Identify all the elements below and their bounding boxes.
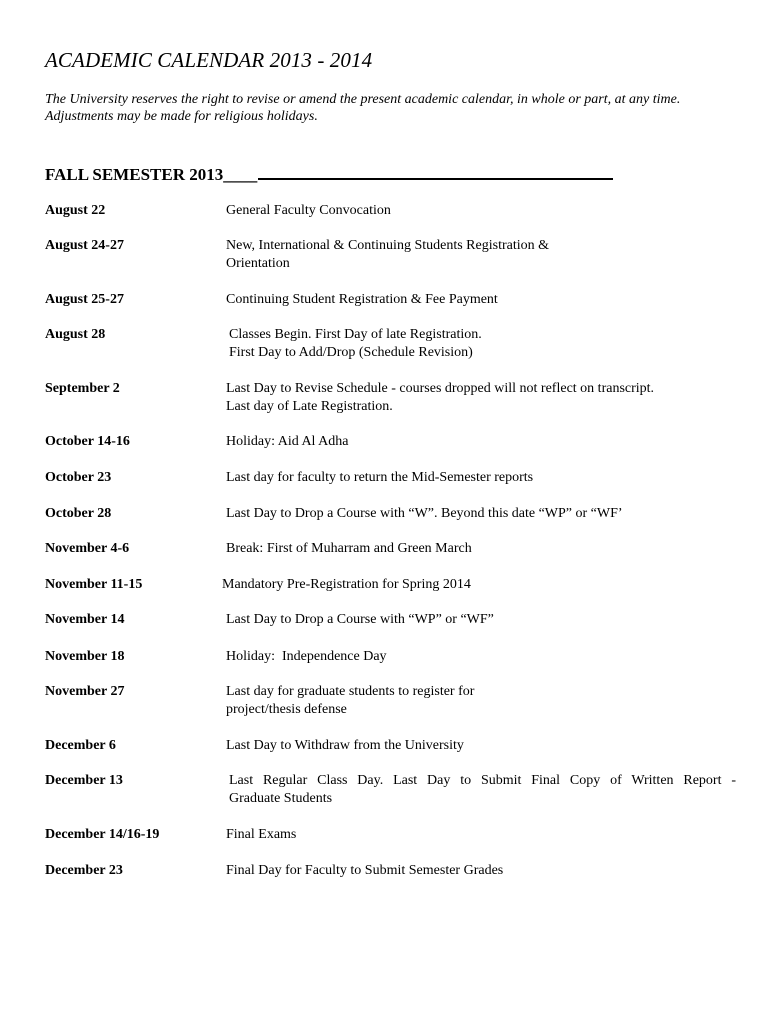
event-line: project/thesis defense — [226, 702, 347, 717]
entry-event — [226, 380, 739, 416]
entry-event — [226, 737, 739, 755]
event-line: Last day of Late Registration. — [226, 399, 393, 414]
event-line: Last day for faculty to return the Mid-Semester reports — [226, 470, 534, 485]
event-line: Holiday: Independence Day — [226, 649, 387, 664]
heading-underline-rule — [258, 163, 613, 180]
event-line: Last Day to Revise Schedule - courses dropped will not reflect on transcript. — [226, 381, 655, 396]
entry-date: October 28 — [45, 506, 112, 521]
event-line: First Day to Add/Drop (Schedule Revision) — [229, 345, 473, 360]
entry-date: November 11-15 — [45, 577, 143, 592]
entry-event — [226, 469, 739, 487]
disclaimer-text — [45, 91, 745, 125]
entry-date: November 14 — [45, 612, 125, 627]
entry-event — [229, 772, 736, 808]
event-line: Last Day to Drop a Course with “W”. Beyond this date “WP” or “WF’ — [226, 506, 623, 521]
entry-date: December 14/16-19 — [45, 827, 160, 842]
entry-date: August 22 — [45, 203, 106, 218]
entry-date: November 18 — [45, 649, 125, 664]
event-line: Last Regular Class Day. Last Day to Submit Final Copy of Written Report - — [229, 773, 736, 788]
entry-date: December 23 — [45, 863, 123, 878]
entry-event — [226, 237, 739, 273]
entry-date: August 28 — [45, 327, 106, 342]
entry-date: November 4-6 — [45, 541, 130, 556]
event-line: Graduate Students — [229, 791, 333, 806]
event-line: Final Day for Faculty to Submit Semester Grades — [226, 863, 504, 878]
event-line: Break: First of Muharram and Green March — [226, 541, 472, 556]
event-line: Classes Begin. First Day of late Registration. — [229, 327, 482, 342]
entry-event — [226, 648, 739, 666]
event-line: General Faculty Convocation — [226, 203, 391, 218]
entry-event — [226, 683, 739, 719]
event-line: Orientation — [226, 256, 290, 271]
event-line: New, International & Continuing Students Registration & — [226, 238, 549, 253]
entry-date: August 25-27 — [45, 292, 124, 307]
entry-event — [226, 611, 739, 629]
entry-event — [229, 326, 742, 362]
entry-date: November 27 — [45, 684, 125, 699]
disclaimer-line: Adjustments may be made for religious holidays. — [45, 109, 318, 124]
document-title: ACADEMIC CALENDAR 2013 - 2014 — [45, 48, 373, 72]
disclaimer-line: The University reserves the right to revise or amend the present academic calendar, in whole or part, at any time. — [45, 92, 681, 107]
event-line: Holiday: Aid Al Adha — [226, 434, 349, 449]
entry-date: October 23 — [45, 470, 112, 485]
entry-event — [226, 505, 739, 523]
event-line: Mandatory Pre-Registration for Spring 2014 — [222, 577, 471, 592]
entry-event — [226, 826, 739, 844]
entry-event — [226, 291, 739, 309]
entry-event — [226, 862, 739, 880]
entry-event — [226, 433, 739, 451]
entry-date: October 14-16 — [45, 434, 130, 449]
event-line: Final Exams — [226, 827, 297, 842]
entry-date: September 2 — [45, 381, 120, 396]
fall-semester-heading — [45, 163, 613, 185]
entry-event — [226, 202, 739, 220]
entry-event — [226, 540, 739, 558]
entry-date: August 24-27 — [45, 238, 124, 253]
event-line: Last Day to Drop a Course with “WP” or “WF” — [226, 612, 494, 627]
event-line: Last day for graduate students to register for — [226, 684, 475, 699]
entry-date: December 13 — [45, 773, 123, 788]
entry-date: December 6 — [45, 738, 116, 753]
entry-event — [222, 576, 735, 594]
section-heading-text: FALL SEMESTER 2013____ — [45, 165, 258, 184]
event-line: Continuing Student Registration & Fee Payment — [226, 292, 498, 307]
event-line: Last Day to Withdraw from the University — [226, 738, 464, 753]
